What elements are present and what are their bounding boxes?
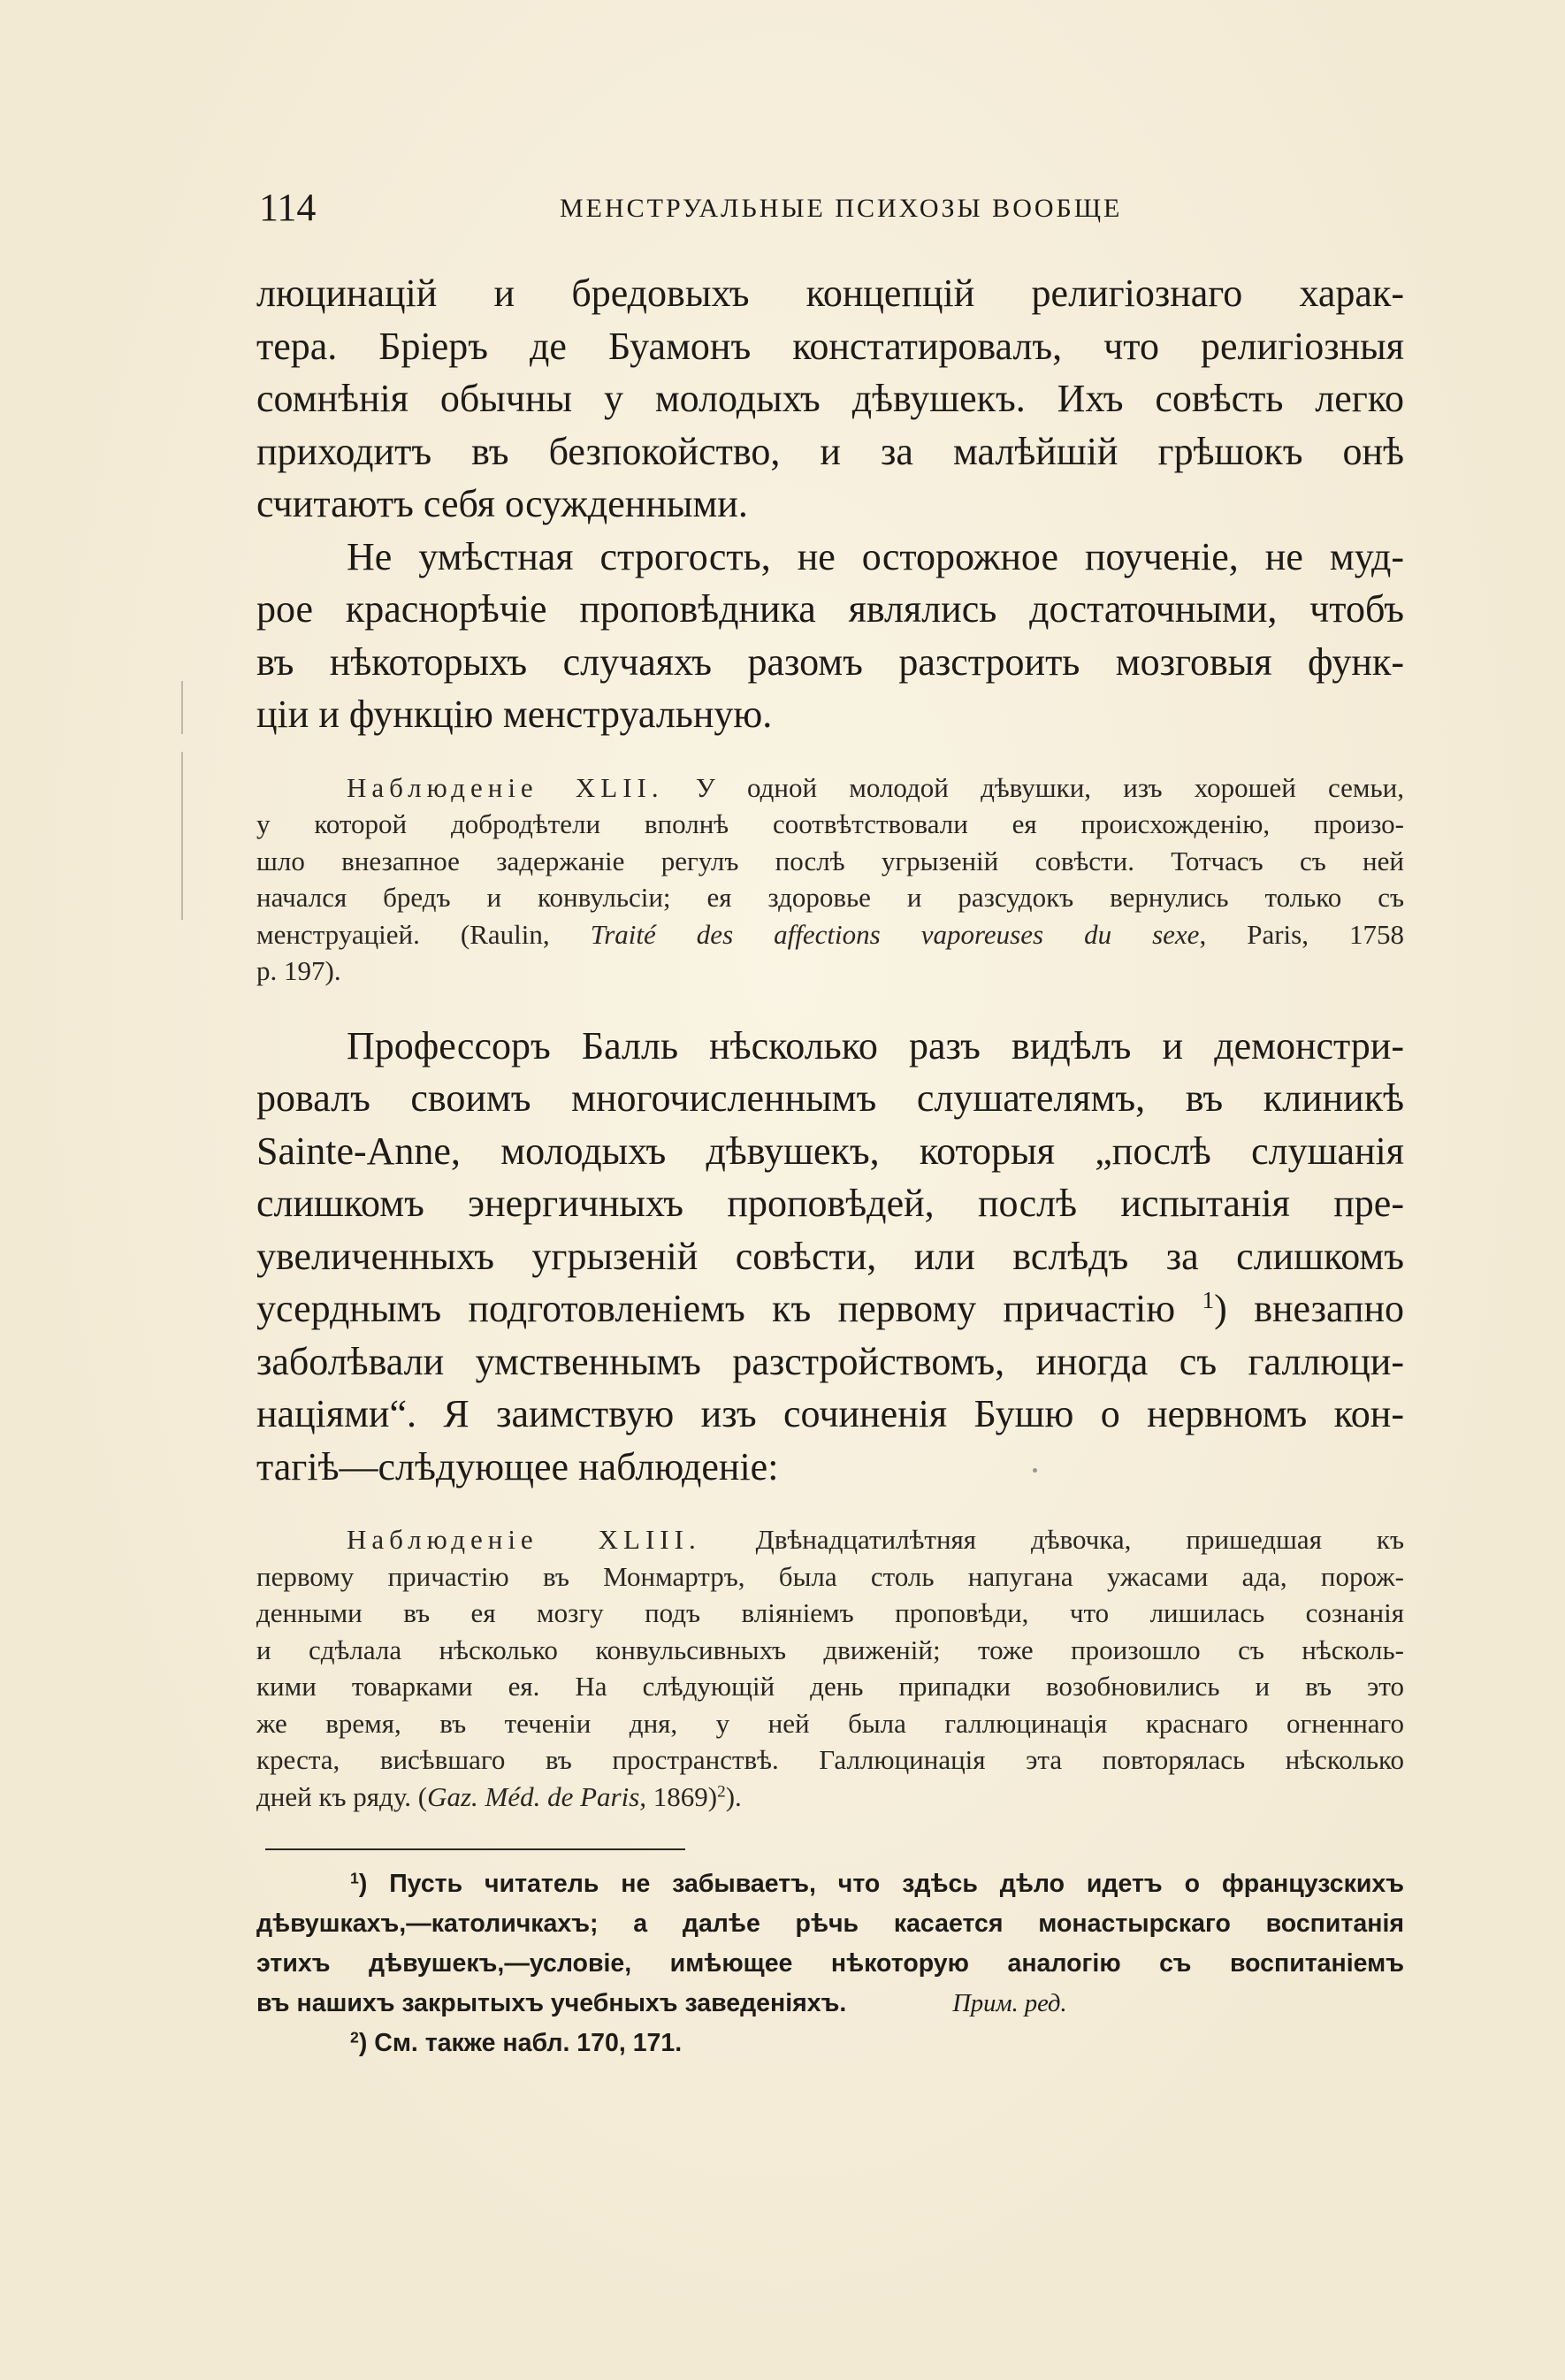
cited-title: Gaz. Méd. de Paris, — [427, 1780, 647, 1812]
text-line: приходитъ въ безпокойство, и за малѣйшій грѣшокъ онѣ — [256, 429, 1404, 473]
cited-title: Traité des affections vaporeuses du sexe — [590, 918, 1200, 950]
text-line: тера. Бріеръ де Буамонъ констатировалъ, что религіозныя — [256, 324, 1404, 368]
text-line: кими товарками ея. На слѣдующій день припадки возобновились и въ это — [256, 1671, 1404, 1702]
footnote-ref[interactable]: 2 — [717, 1781, 726, 1801]
footnote-1-line: дѣвушкахъ,—католичкахъ; а далѣе рѣчь касается монастырскаго воспитанія — [256, 1909, 1404, 1938]
text-fragment: У одной молодой дѣвушки, изъ хорошей семьи, — [695, 771, 1404, 803]
text-fragment: дней къ ряду. ( — [256, 1780, 428, 1812]
text-fragment: Двѣнадцатилѣтняя дѣвочка, пришедшая къ — [755, 1524, 1404, 1555]
text-line: у которой добродѣтели вполнѣ соотвѣтствовали ея происхожденію, произо- — [256, 808, 1404, 839]
text-line: слишкомъ энергичныхъ проповѣдей, послѣ испытанія пре- — [256, 1182, 1404, 1225]
text-line: p. 197). — [256, 955, 341, 986]
text-fragment: ) Пусть читатель не забываетъ, что здѣсь дѣло идетъ о французскихъ — [358, 1870, 1404, 1898]
text-line — [256, 916, 1404, 953]
page-header — [259, 181, 1406, 234]
text-fragment: , Paris, 1758 — [1199, 918, 1405, 950]
running-title: МЕНСТРУАЛЬНЫЕ ПСИХОЗЫ ВООБЩЕ — [560, 194, 1123, 223]
text-fragment: въ нашихъ закрытыхъ учебныхъ заведеніяхъ. — [256, 1989, 847, 2017]
footnote-1-line: этихъ дѣвушекъ,—условіе, имѣющее нѣкоторую аналогію съ воспитаніемъ — [256, 1949, 1404, 1978]
text-line — [256, 1282, 1404, 1335]
text-line: въ нѣкоторыхъ случаяхъ разомъ разстроить мозговыя функ- — [256, 639, 1404, 684]
text-line: и сдѣлала нѣсколько конвульсивныхъ движеній; тоже произошло съ нѣсколь- — [256, 1634, 1404, 1665]
text-line: увеличенныхъ угрызеній совѣсти, или вслѣдъ за слишкомъ — [256, 1234, 1404, 1278]
observation-label: Наблюденіе XLIII. — [347, 1524, 701, 1555]
margin-pencil-mark — [181, 752, 183, 920]
text-line: люцинацій и бредовыхъ концепцій религіознаго харак- — [256, 272, 1404, 315]
text-line: считаютъ себя осужденными. — [256, 482, 748, 525]
page-number: 114 — [259, 186, 317, 229]
text-fragment: ) См. также набл. 170, 171. — [358, 2029, 683, 2057]
paragraph-1 — [256, 267, 1404, 531]
text-line: націями“. Я заимствую изъ сочиненія Бушю о нервномъ кон- — [256, 1392, 1404, 1435]
text-fragment: 1869) — [646, 1780, 718, 1812]
text-line: ровалъ своимъ многочисленнымъ слушателямъ, въ клиникѣ — [256, 1076, 1404, 1120]
text-line: денными въ ея мозгу подъ вліяніемъ проповѣди, что лишилась сознанія — [256, 1597, 1404, 1628]
observation-43 — [256, 1521, 1404, 1815]
text-line: Не умѣстная строгость, не осторожное поученіе, не муд- — [347, 534, 1404, 578]
text-line — [256, 1521, 1404, 1558]
text-line: рое краснорѣчіе проповѣдника являлись достаточными, чтобъ — [256, 587, 1404, 631]
text-line — [256, 1779, 1404, 1816]
paragraph-2 — [256, 531, 1404, 741]
editor-note: Прим. ред. — [952, 1990, 1067, 2017]
footnote-mark: 2 — [350, 2028, 359, 2047]
paragraph-3 — [256, 1020, 1404, 1494]
text-line: первому причастію въ Монмартръ, была столь напугана ужасами ада, порож- — [256, 1560, 1404, 1592]
observation-42 — [256, 769, 1404, 990]
text-line: Профессоръ Балль нѣсколько разъ видѣлъ и демонстри- — [347, 1023, 1404, 1068]
margin-pencil-mark — [181, 681, 183, 734]
text-line: тагіѣ—слѣдующее наблюденіе: — [256, 1444, 779, 1488]
text-line: заболѣвали умственнымъ разстройствомъ, иногда съ галлюци- — [256, 1339, 1404, 1383]
footnote-1-line — [256, 1864, 1404, 1904]
text-line: шло внезапное задержаніе регулъ послѣ угрызеній совѣсти. Тотчасъ съ ней — [256, 845, 1404, 876]
observation-label: Наблюденіе XLII. — [347, 771, 664, 803]
footnotes — [256, 1864, 1404, 2063]
text-line: креста, висѣвшаго въ пространствѣ. Галлюцинація эта повторялась нѣсколько — [256, 1744, 1404, 1775]
text-line: Sainte-Anne, молодыхъ дѣвушекъ, которыя „послѣ слушанія — [256, 1129, 1404, 1173]
text-line: же время, въ теченіи дня, у ней была галлюцинація краснаго огненнаго — [256, 1707, 1404, 1739]
text-line: начался бредъ и конвульсіи; ея здоровье и разсудокъ вернулись только съ — [256, 882, 1404, 913]
text-line — [256, 769, 1404, 807]
text-fragment: менструаціей. (Raulin, — [256, 918, 550, 950]
text-line: ціи и функцію менструальную. — [256, 693, 773, 736]
footnote-1-line — [256, 1984, 1404, 2024]
text-fragment: ). — [725, 1780, 742, 1812]
footnote-divider — [265, 1848, 685, 1850]
footnote-2-line — [256, 2024, 1404, 2063]
footnote-mark: 1 — [350, 1869, 359, 1887]
footnote-ref[interactable]: 1 — [1202, 1287, 1215, 1313]
main-text — [256, 267, 1404, 1815]
text-fragment: усерднымъ подготовленіемъ къ первому причастію — [256, 1287, 1176, 1330]
text-line: сомнѣнія обычны у молодыхъ дѣвушекъ. Ихъ совѣсть легко — [256, 377, 1404, 420]
text-fragment: ) внезапно — [1214, 1287, 1405, 1330]
